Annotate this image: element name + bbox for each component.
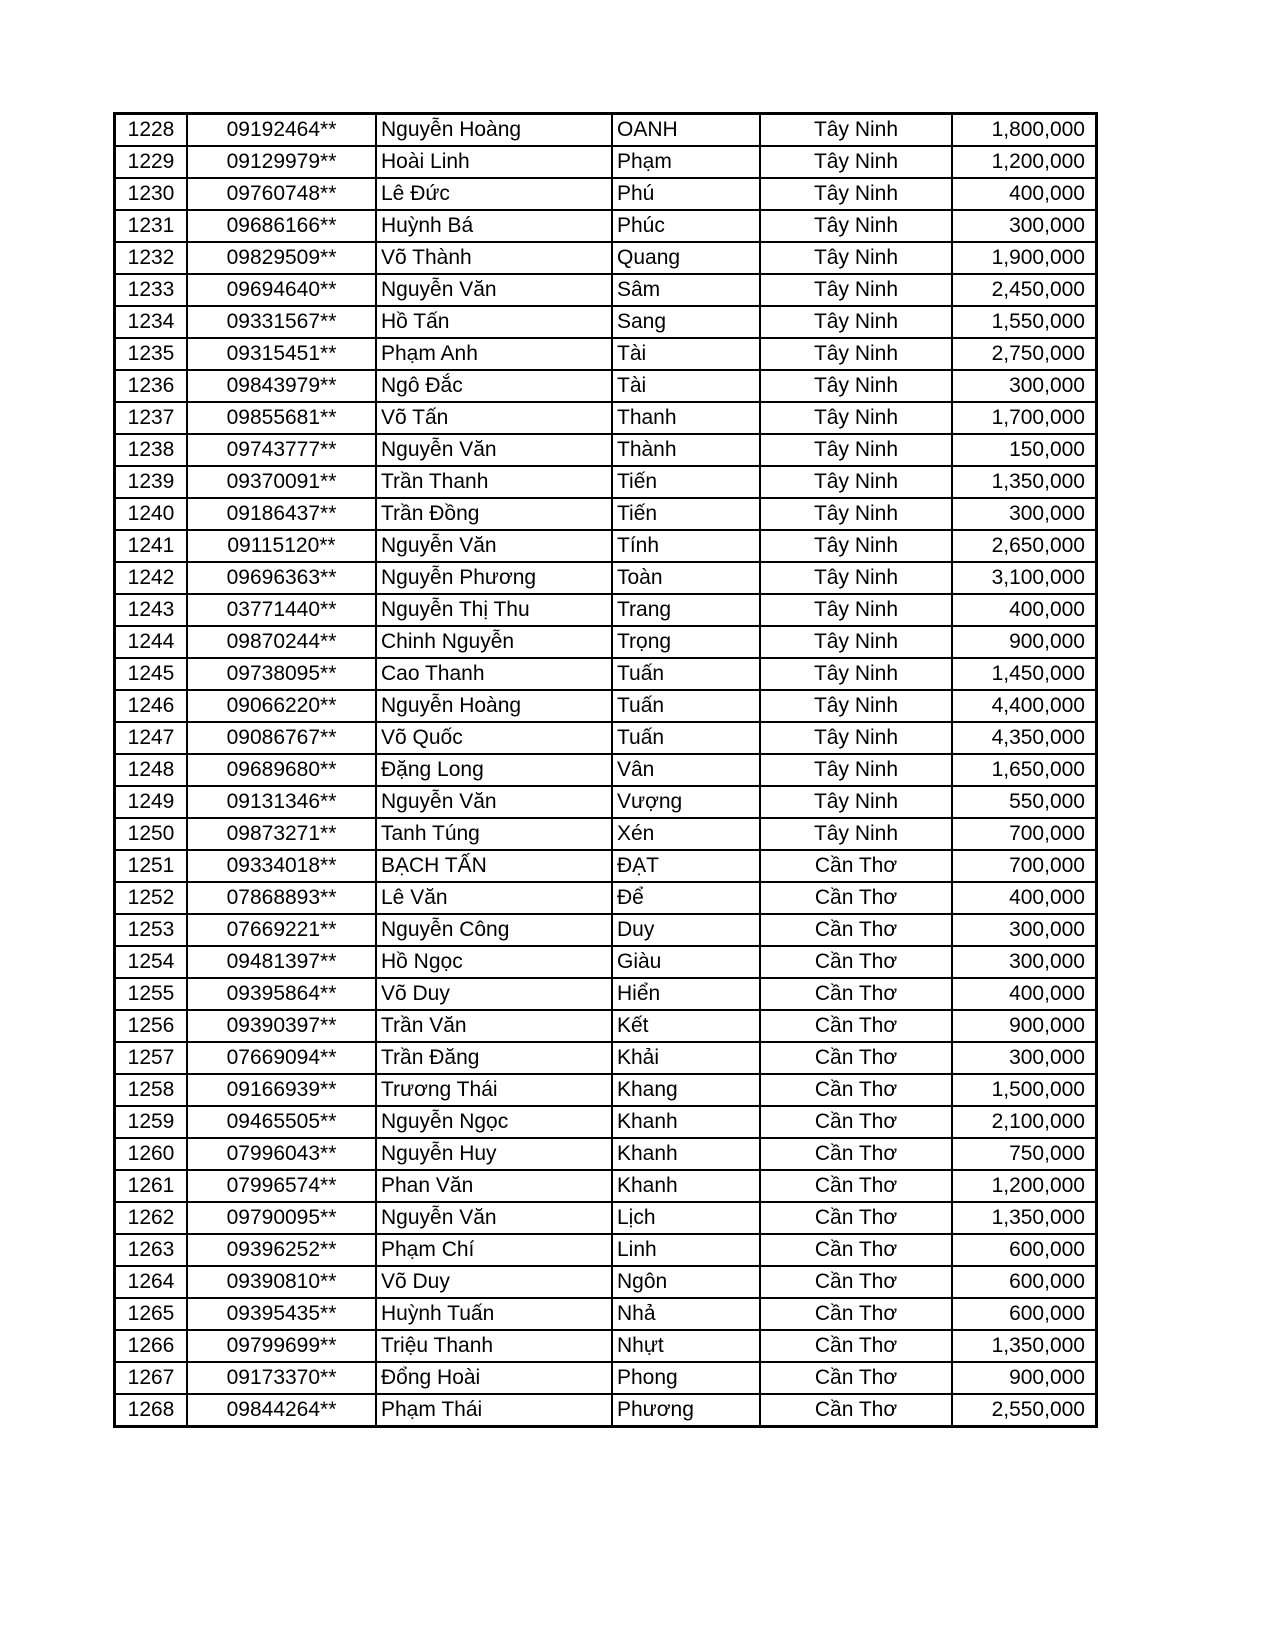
- province-cell: Tây Ninh: [760, 818, 952, 850]
- phone-cell: 09315451**: [187, 338, 376, 370]
- amount-cell: 300,000: [952, 946, 1097, 978]
- amount-cell: 2,100,000: [952, 1106, 1097, 1138]
- surname-cell: Lê Đức: [376, 178, 612, 210]
- phone-cell: 09799699**: [187, 1330, 376, 1362]
- surname-cell: Ngô Đắc: [376, 370, 612, 402]
- amount-cell: 2,450,000: [952, 274, 1097, 306]
- given-name-cell: Xén: [612, 818, 760, 850]
- table-row: [115, 658, 1097, 690]
- given-name-cell: Phạm: [612, 146, 760, 178]
- province-cell: Tây Ninh: [760, 338, 952, 370]
- row-number-cell: 1262: [115, 1202, 188, 1234]
- given-name-cell: Tuấn: [612, 722, 760, 754]
- province-cell: Cần Thơ: [760, 914, 952, 946]
- surname-cell: Huỳnh Tuấn: [376, 1298, 612, 1330]
- table-row: [115, 914, 1097, 946]
- phone-cell: 09370091**: [187, 466, 376, 498]
- table-row: [115, 434, 1097, 466]
- row-number-cell: 1228: [115, 114, 188, 147]
- amount-cell: 1,200,000: [952, 146, 1097, 178]
- phone-cell: 09395435**: [187, 1298, 376, 1330]
- table-row: [115, 1010, 1097, 1042]
- row-number-cell: 1265: [115, 1298, 188, 1330]
- surname-cell: Cao Thanh: [376, 658, 612, 690]
- province-cell: Cần Thơ: [760, 1362, 952, 1394]
- province-cell: Tây Ninh: [760, 306, 952, 338]
- amount-cell: 300,000: [952, 370, 1097, 402]
- amount-cell: 1,700,000: [952, 402, 1097, 434]
- province-cell: Cần Thơ: [760, 946, 952, 978]
- given-name-cell: Tuấn: [612, 690, 760, 722]
- province-cell: Tây Ninh: [760, 370, 952, 402]
- given-name-cell: Khanh: [612, 1170, 760, 1202]
- table-row: [115, 146, 1097, 178]
- phone-cell: 09481397**: [187, 946, 376, 978]
- row-number-cell: 1250: [115, 818, 188, 850]
- surname-cell: Phạm Thái: [376, 1394, 612, 1427]
- row-number-cell: 1232: [115, 242, 188, 274]
- given-name-cell: Sâm: [612, 274, 760, 306]
- row-number-cell: 1230: [115, 178, 188, 210]
- table-row: [115, 1042, 1097, 1074]
- surname-cell: Trần Thanh: [376, 466, 612, 498]
- amount-cell: 400,000: [952, 178, 1097, 210]
- table-row: [115, 530, 1097, 562]
- phone-cell: 09855681**: [187, 402, 376, 434]
- amount-cell: 900,000: [952, 1010, 1097, 1042]
- row-number-cell: 1261: [115, 1170, 188, 1202]
- province-cell: Tây Ninh: [760, 402, 952, 434]
- amount-cell: 550,000: [952, 786, 1097, 818]
- province-cell: Cần Thơ: [760, 1138, 952, 1170]
- amount-cell: 1,550,000: [952, 306, 1097, 338]
- amount-cell: 1,350,000: [952, 466, 1097, 498]
- surname-cell: Phan Văn: [376, 1170, 612, 1202]
- table-row: [115, 498, 1097, 530]
- row-number-cell: 1253: [115, 914, 188, 946]
- table-row: [115, 1362, 1097, 1394]
- surname-cell: Triệu Thanh: [376, 1330, 612, 1362]
- table-row: [115, 946, 1097, 978]
- surname-cell: Huỳnh Bá: [376, 210, 612, 242]
- phone-cell: 09173370**: [187, 1362, 376, 1394]
- amount-cell: 300,000: [952, 1042, 1097, 1074]
- amount-cell: 1,350,000: [952, 1202, 1097, 1234]
- table-row: [115, 562, 1097, 594]
- amount-cell: 400,000: [952, 978, 1097, 1010]
- phone-cell: 09186437**: [187, 498, 376, 530]
- surname-cell: Nguyễn Hoàng: [376, 690, 612, 722]
- given-name-cell: Thành: [612, 434, 760, 466]
- surname-cell: Nguyễn Văn: [376, 274, 612, 306]
- amount-cell: 300,000: [952, 210, 1097, 242]
- surname-cell: Trần Văn: [376, 1010, 612, 1042]
- phone-cell: 09743777**: [187, 434, 376, 466]
- province-cell: Tây Ninh: [760, 530, 952, 562]
- row-number-cell: 1255: [115, 978, 188, 1010]
- amount-cell: 400,000: [952, 882, 1097, 914]
- phone-cell: 09686166**: [187, 210, 376, 242]
- amount-cell: 2,650,000: [952, 530, 1097, 562]
- phone-cell: 09192464**: [187, 114, 376, 147]
- row-number-cell: 1264: [115, 1266, 188, 1298]
- surname-cell: Nguyễn Công: [376, 914, 612, 946]
- surname-cell: Nguyễn Hoàng: [376, 114, 612, 147]
- table-row: [115, 690, 1097, 722]
- province-cell: Cần Thơ: [760, 1330, 952, 1362]
- row-number-cell: 1239: [115, 466, 188, 498]
- phone-cell: 09696363**: [187, 562, 376, 594]
- table-row: [115, 1138, 1097, 1170]
- given-name-cell: Để: [612, 882, 760, 914]
- province-cell: Tây Ninh: [760, 178, 952, 210]
- surname-cell: Phạm Chí: [376, 1234, 612, 1266]
- row-number-cell: 1242: [115, 562, 188, 594]
- document-page: [113, 112, 1098, 1428]
- phone-cell: 09843979**: [187, 370, 376, 402]
- province-cell: Tây Ninh: [760, 594, 952, 626]
- amount-cell: 900,000: [952, 626, 1097, 658]
- amount-cell: 1,500,000: [952, 1074, 1097, 1106]
- surname-cell: Trương Thái: [376, 1074, 612, 1106]
- phone-cell: 09331567**: [187, 306, 376, 338]
- surname-cell: Võ Duy: [376, 1266, 612, 1298]
- amount-cell: 2,750,000: [952, 338, 1097, 370]
- table-row: [115, 1266, 1097, 1298]
- table-row: [115, 978, 1097, 1010]
- province-cell: Tây Ninh: [760, 722, 952, 754]
- province-cell: Tây Ninh: [760, 658, 952, 690]
- row-number-cell: 1263: [115, 1234, 188, 1266]
- province-cell: Tây Ninh: [760, 498, 952, 530]
- table-row: [115, 1298, 1097, 1330]
- province-cell: Tây Ninh: [760, 690, 952, 722]
- amount-cell: 2,550,000: [952, 1394, 1097, 1427]
- given-name-cell: Phú: [612, 178, 760, 210]
- amount-cell: 1,200,000: [952, 1170, 1097, 1202]
- phone-cell: 09086767**: [187, 722, 376, 754]
- given-name-cell: Quang: [612, 242, 760, 274]
- table-row: [115, 306, 1097, 338]
- surname-cell: Trần Đăng: [376, 1042, 612, 1074]
- row-number-cell: 1238: [115, 434, 188, 466]
- province-cell: Tây Ninh: [760, 434, 952, 466]
- amount-cell: 1,350,000: [952, 1330, 1097, 1362]
- amount-cell: 4,350,000: [952, 722, 1097, 754]
- row-number-cell: 1231: [115, 210, 188, 242]
- given-name-cell: Khanh: [612, 1106, 760, 1138]
- given-name-cell: Tiến: [612, 498, 760, 530]
- given-name-cell: Nhựt: [612, 1330, 760, 1362]
- table-row: [115, 1106, 1097, 1138]
- province-cell: Tây Ninh: [760, 466, 952, 498]
- row-number-cell: 1249: [115, 786, 188, 818]
- given-name-cell: Khanh: [612, 1138, 760, 1170]
- phone-cell: 07996574**: [187, 1170, 376, 1202]
- surname-cell: Lê Văn: [376, 882, 612, 914]
- row-number-cell: 1229: [115, 146, 188, 178]
- amount-cell: 4,400,000: [952, 690, 1097, 722]
- amount-cell: 150,000: [952, 434, 1097, 466]
- amount-cell: 700,000: [952, 818, 1097, 850]
- given-name-cell: Kết: [612, 1010, 760, 1042]
- table-row: [115, 1170, 1097, 1202]
- phone-cell: 09390810**: [187, 1266, 376, 1298]
- phone-cell: 09829509**: [187, 242, 376, 274]
- table-row: [115, 338, 1097, 370]
- surname-cell: Hồ Ngọc: [376, 946, 612, 978]
- given-name-cell: Phương: [612, 1394, 760, 1427]
- given-name-cell: Giàu: [612, 946, 760, 978]
- table-row: [115, 1234, 1097, 1266]
- province-cell: Cần Thơ: [760, 1266, 952, 1298]
- given-name-cell: Tính: [612, 530, 760, 562]
- amount-cell: 1,800,000: [952, 114, 1097, 147]
- row-number-cell: 1259: [115, 1106, 188, 1138]
- province-cell: Cần Thơ: [760, 850, 952, 882]
- row-number-cell: 1260: [115, 1138, 188, 1170]
- surname-cell: Nguyễn Huy: [376, 1138, 612, 1170]
- phone-cell: 09870244**: [187, 626, 376, 658]
- phone-cell: 09844264**: [187, 1394, 376, 1427]
- given-name-cell: Linh: [612, 1234, 760, 1266]
- row-number-cell: 1240: [115, 498, 188, 530]
- amount-cell: 1,900,000: [952, 242, 1097, 274]
- given-name-cell: Lịch: [612, 1202, 760, 1234]
- given-name-cell: Sang: [612, 306, 760, 338]
- phone-cell: 09760748**: [187, 178, 376, 210]
- table-row: [115, 402, 1097, 434]
- province-cell: Cần Thơ: [760, 1298, 952, 1330]
- row-number-cell: 1251: [115, 850, 188, 882]
- surname-cell: Võ Quốc: [376, 722, 612, 754]
- row-number-cell: 1246: [115, 690, 188, 722]
- given-name-cell: Phong: [612, 1362, 760, 1394]
- given-name-cell: Khang: [612, 1074, 760, 1106]
- surname-cell: Võ Duy: [376, 978, 612, 1010]
- row-number-cell: 1247: [115, 722, 188, 754]
- row-number-cell: 1256: [115, 1010, 188, 1042]
- table-row: [115, 178, 1097, 210]
- phone-cell: 09395864**: [187, 978, 376, 1010]
- table-row: [115, 274, 1097, 306]
- surname-cell: Võ Tấn: [376, 402, 612, 434]
- phone-cell: 09396252**: [187, 1234, 376, 1266]
- row-number-cell: 1234: [115, 306, 188, 338]
- surname-cell: Chinh Nguyễn: [376, 626, 612, 658]
- given-name-cell: ĐẠT: [612, 850, 760, 882]
- surname-cell: Đổng Hoài: [376, 1362, 612, 1394]
- province-cell: Cần Thơ: [760, 1234, 952, 1266]
- table-row: [115, 370, 1097, 402]
- table-row: [115, 210, 1097, 242]
- given-name-cell: Hiển: [612, 978, 760, 1010]
- phone-cell: 09131346**: [187, 786, 376, 818]
- province-cell: Cần Thơ: [760, 882, 952, 914]
- province-cell: Cần Thơ: [760, 1042, 952, 1074]
- phone-cell: 09115120**: [187, 530, 376, 562]
- phone-cell: 09873271**: [187, 818, 376, 850]
- province-cell: Tây Ninh: [760, 274, 952, 306]
- province-cell: Cần Thơ: [760, 1202, 952, 1234]
- phone-cell: 07669221**: [187, 914, 376, 946]
- row-number-cell: 1258: [115, 1074, 188, 1106]
- province-cell: Tây Ninh: [760, 242, 952, 274]
- table-row: [115, 882, 1097, 914]
- given-name-cell: Trọng: [612, 626, 760, 658]
- row-number-cell: 1237: [115, 402, 188, 434]
- amount-cell: 700,000: [952, 850, 1097, 882]
- province-cell: Cần Thơ: [760, 1170, 952, 1202]
- amount-cell: 300,000: [952, 498, 1097, 530]
- phone-cell: 09790095**: [187, 1202, 376, 1234]
- row-number-cell: 1241: [115, 530, 188, 562]
- surname-cell: Phạm Anh: [376, 338, 612, 370]
- amount-cell: 600,000: [952, 1266, 1097, 1298]
- amount-cell: 600,000: [952, 1298, 1097, 1330]
- table-row: [115, 722, 1097, 754]
- phone-cell: 07868893**: [187, 882, 376, 914]
- row-number-cell: 1235: [115, 338, 188, 370]
- row-number-cell: 1243: [115, 594, 188, 626]
- amount-cell: 400,000: [952, 594, 1097, 626]
- phone-cell: 09166939**: [187, 1074, 376, 1106]
- province-cell: Tây Ninh: [760, 562, 952, 594]
- given-name-cell: Vượng: [612, 786, 760, 818]
- row-number-cell: 1268: [115, 1394, 188, 1427]
- province-cell: Cần Thơ: [760, 1074, 952, 1106]
- given-name-cell: Khải: [612, 1042, 760, 1074]
- amount-cell: 600,000: [952, 1234, 1097, 1266]
- row-number-cell: 1248: [115, 754, 188, 786]
- row-number-cell: 1254: [115, 946, 188, 978]
- amount-cell: 3,100,000: [952, 562, 1097, 594]
- phone-cell: 09129979**: [187, 146, 376, 178]
- surname-cell: Trần Đồng: [376, 498, 612, 530]
- given-name-cell: Thanh: [612, 402, 760, 434]
- recipient-table: [113, 112, 1098, 1428]
- phone-cell: 09689680**: [187, 754, 376, 786]
- phone-cell: 09694640**: [187, 274, 376, 306]
- amount-cell: 1,650,000: [952, 754, 1097, 786]
- province-cell: Tây Ninh: [760, 786, 952, 818]
- phone-cell: 09390397**: [187, 1010, 376, 1042]
- surname-cell: Hoài Linh: [376, 146, 612, 178]
- table-row: [115, 626, 1097, 658]
- surname-cell: Nguyễn Văn: [376, 530, 612, 562]
- amount-cell: 1,450,000: [952, 658, 1097, 690]
- amount-cell: 300,000: [952, 914, 1097, 946]
- surname-cell: Nguyễn Ngọc: [376, 1106, 612, 1138]
- table-row: [115, 1202, 1097, 1234]
- row-number-cell: 1266: [115, 1330, 188, 1362]
- surname-cell: Nguyễn Văn: [376, 786, 612, 818]
- surname-cell: Tanh Túng: [376, 818, 612, 850]
- table-row: [115, 1074, 1097, 1106]
- surname-cell: BẠCH TẤN: [376, 850, 612, 882]
- table-row: [115, 754, 1097, 786]
- surname-cell: Nguyễn Thị Thu: [376, 594, 612, 626]
- province-cell: Cần Thơ: [760, 1394, 952, 1427]
- row-number-cell: 1233: [115, 274, 188, 306]
- province-cell: Cần Thơ: [760, 1010, 952, 1042]
- given-name-cell: Duy: [612, 914, 760, 946]
- table-row: [115, 850, 1097, 882]
- province-cell: Tây Ninh: [760, 114, 952, 147]
- phone-cell: 07669094**: [187, 1042, 376, 1074]
- phone-cell: 09334018**: [187, 850, 376, 882]
- province-cell: Tây Ninh: [760, 626, 952, 658]
- given-name-cell: Ngôn: [612, 1266, 760, 1298]
- given-name-cell: Trang: [612, 594, 760, 626]
- table-body: [115, 114, 1097, 1427]
- table-row: [115, 114, 1097, 147]
- province-cell: Tây Ninh: [760, 754, 952, 786]
- table-row: [115, 786, 1097, 818]
- given-name-cell: Tài: [612, 338, 760, 370]
- table-row: [115, 1394, 1097, 1427]
- amount-cell: 900,000: [952, 1362, 1097, 1394]
- phone-cell: 09066220**: [187, 690, 376, 722]
- surname-cell: Đặng Long: [376, 754, 612, 786]
- table-row: [115, 594, 1097, 626]
- table-row: [115, 818, 1097, 850]
- table-row: [115, 242, 1097, 274]
- row-number-cell: 1257: [115, 1042, 188, 1074]
- given-name-cell: Tuấn: [612, 658, 760, 690]
- phone-cell: 07996043**: [187, 1138, 376, 1170]
- given-name-cell: Tiến: [612, 466, 760, 498]
- surname-cell: Hồ Tấn: [376, 306, 612, 338]
- given-name-cell: Phúc: [612, 210, 760, 242]
- province-cell: Tây Ninh: [760, 146, 952, 178]
- phone-cell: 09738095**: [187, 658, 376, 690]
- table-row: [115, 466, 1097, 498]
- surname-cell: Nguyễn Văn: [376, 1202, 612, 1234]
- province-cell: Cần Thơ: [760, 1106, 952, 1138]
- surname-cell: Nguyễn Văn: [376, 434, 612, 466]
- given-name-cell: Tài: [612, 370, 760, 402]
- row-number-cell: 1244: [115, 626, 188, 658]
- phone-cell: 03771440**: [187, 594, 376, 626]
- phone-cell: 09465505**: [187, 1106, 376, 1138]
- surname-cell: Nguyễn Phương: [376, 562, 612, 594]
- amount-cell: 750,000: [952, 1138, 1097, 1170]
- province-cell: Tây Ninh: [760, 210, 952, 242]
- row-number-cell: 1245: [115, 658, 188, 690]
- table-row: [115, 1330, 1097, 1362]
- province-cell: Cần Thơ: [760, 978, 952, 1010]
- row-number-cell: 1267: [115, 1362, 188, 1394]
- given-name-cell: Toàn: [612, 562, 760, 594]
- given-name-cell: Vân: [612, 754, 760, 786]
- row-number-cell: 1236: [115, 370, 188, 402]
- row-number-cell: 1252: [115, 882, 188, 914]
- surname-cell: Võ Thành: [376, 242, 612, 274]
- given-name-cell: OANH: [612, 114, 760, 147]
- given-name-cell: Nhả: [612, 1298, 760, 1330]
